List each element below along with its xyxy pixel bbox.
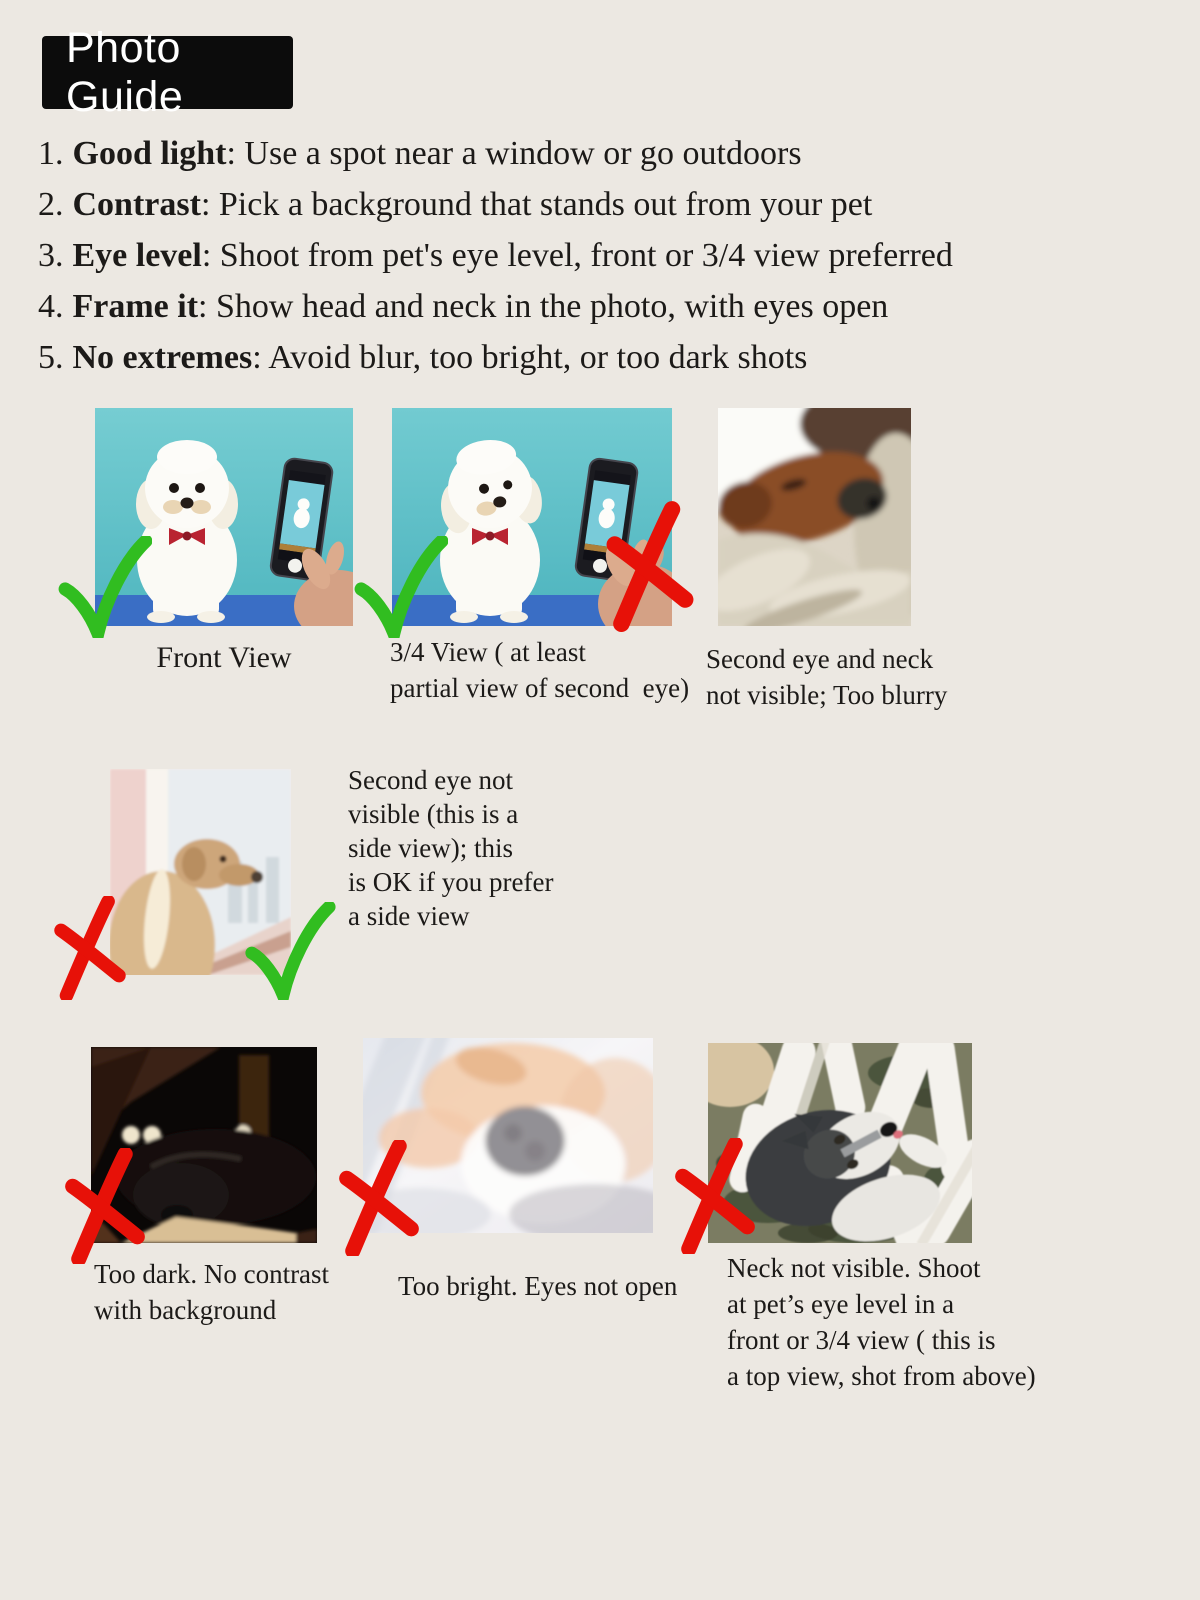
tip-text: : Avoid blur, too bright, or too dark shots bbox=[252, 339, 808, 376]
tip-term: Contrast bbox=[72, 186, 201, 223]
note-line: visible (this is a bbox=[348, 799, 519, 829]
caption-line: with background bbox=[94, 1295, 277, 1325]
front-view-caption bbox=[95, 640, 353, 676]
blurry-caption bbox=[706, 641, 947, 713]
x-mark-icon bbox=[674, 1138, 756, 1254]
tip-text: : Pick a background that stands out from your pet bbox=[200, 186, 873, 223]
note-line: is OK if you prefer bbox=[348, 867, 554, 897]
caption-line: Neck not visible. Shoot bbox=[727, 1253, 981, 1283]
tip-contrast bbox=[38, 179, 953, 230]
x-mark-icon bbox=[338, 1140, 420, 1256]
photo-guide-badge bbox=[42, 23, 293, 121]
tip-text: : Shoot from pet's eye level, front or 3/4 view preferred bbox=[201, 237, 953, 274]
caption-text: Too bright. Eyes not open bbox=[398, 1271, 678, 1301]
tip-number: 3. bbox=[38, 237, 64, 274]
note-line: side view); this bbox=[348, 833, 513, 863]
side-view-note bbox=[348, 763, 553, 933]
caption-text: Front View bbox=[156, 641, 292, 674]
tip-term: Eye level bbox=[72, 237, 202, 274]
x-mark-icon bbox=[50, 896, 130, 1000]
blurry-brown-dog-photo bbox=[718, 408, 911, 626]
tips-list bbox=[38, 128, 953, 383]
x-mark-icon bbox=[606, 500, 694, 632]
x-mark-icon bbox=[64, 1148, 146, 1264]
note-line: Second eye not bbox=[348, 765, 513, 795]
three-quarter-caption bbox=[390, 634, 689, 706]
tip-term: Good light bbox=[72, 135, 227, 172]
note-line: a side view bbox=[348, 901, 470, 931]
photo-guide-badge-label: Photo Guide bbox=[66, 23, 184, 121]
tip-number: 5. bbox=[38, 339, 64, 376]
checkmark-icon bbox=[244, 902, 336, 1000]
too-bright-caption bbox=[398, 1268, 677, 1304]
too-dark-caption bbox=[94, 1256, 329, 1328]
tip-good-light bbox=[38, 128, 953, 179]
tip-eye-level bbox=[38, 230, 953, 281]
tip-number: 1. bbox=[38, 135, 64, 172]
checkmark-icon bbox=[354, 536, 448, 638]
caption-line: a top view, shot from above) bbox=[727, 1361, 1036, 1391]
top-view-caption bbox=[727, 1250, 1036, 1394]
caption-line: Too dark. No contrast bbox=[94, 1259, 330, 1289]
tip-term: Frame it bbox=[72, 288, 199, 325]
tip-text: : Show head and neck in the photo, with eyes open bbox=[198, 288, 889, 325]
tip-term: No extremes bbox=[72, 339, 253, 376]
caption-line: not visible; Too blurry bbox=[706, 680, 948, 710]
caption-line: 3/4 View ( at least bbox=[390, 637, 586, 667]
tip-frame-it bbox=[38, 281, 953, 332]
tip-no-extremes bbox=[38, 332, 953, 383]
checkmark-icon bbox=[58, 536, 152, 638]
caption-line: partial view of second eye) bbox=[390, 673, 690, 703]
tip-text: : Use a spot near a window or go outdoors bbox=[226, 135, 802, 172]
caption-line: Second eye and neck bbox=[706, 644, 934, 674]
tip-number: 2. bbox=[38, 186, 64, 223]
blurry-brown-dog-illustration bbox=[718, 408, 911, 626]
tip-number: 4. bbox=[38, 288, 64, 325]
caption-line: front or 3/4 view ( this is bbox=[727, 1325, 996, 1355]
caption-line: at pet’s eye level in a bbox=[727, 1289, 955, 1319]
